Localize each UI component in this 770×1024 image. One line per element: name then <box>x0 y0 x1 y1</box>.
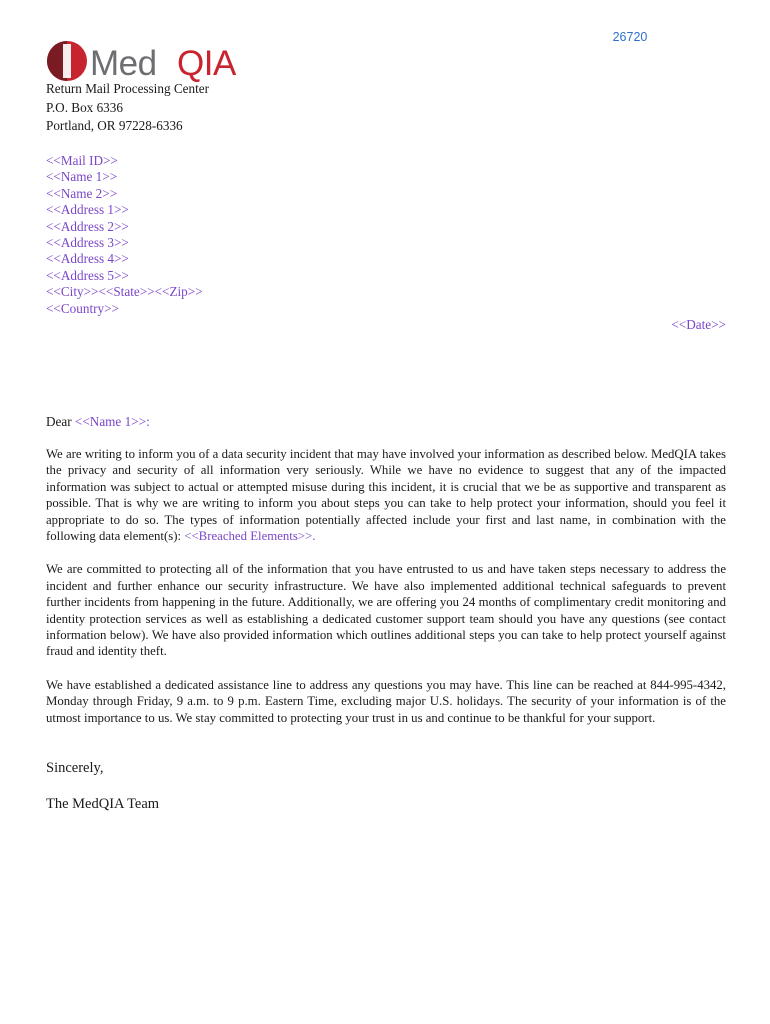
body-paragraph-3: We have established a dedicated assistance line to address any questions you may have. This line can be reached at 844-995-4342, Monday through Friday, 9 a.m. to 9 p.m. Eastern Time, excluding major U.S. holidays. The security of your information is of the utmost importance to us. We stay committed to protecting your trust in us and continue to be thankful for your support. <box>46 677 726 725</box>
document-id: 26720 <box>612 30 648 44</box>
return-address-line: P.O. Box 6336 <box>46 99 123 115</box>
recipient-address-block <box>46 153 203 317</box>
letter-body <box>46 446 726 743</box>
merge-field-address3: <<Address 3>> <box>46 235 129 251</box>
medqia-logo <box>46 38 261 84</box>
merge-field-address5: <<Address 5>> <box>46 267 129 283</box>
body-paragraph-1 <box>46 446 726 544</box>
body-paragraph-2: We are committed to protecting all of the information that you have entrusted to us and have taken steps necessary to address the incident and further enhance our security infrastructure. We have also implemented additional technical safeguards to prevent further incidents from happening in the future. Additionally, we are offering you 24 months of complimentary credit monitoring and identity protection services as well as establishing a dedicated customer support team should you have any questions (see contact information below). We have also provided information which outlines additional steps you can take to help protect yourself against fraud and identity theft. <box>46 562 726 659</box>
merge-field-breached-elements: <<Breached Elements>>. <box>184 529 316 544</box>
salutation <box>46 414 150 430</box>
return-address-line: Return Mail Processing Center <box>46 81 209 96</box>
merge-field-country: <<Country>> <box>46 300 119 316</box>
return-address <box>46 80 209 136</box>
closing: Sincerely, <box>46 760 104 776</box>
merge-field-address2: <<Address 2>> <box>46 218 129 234</box>
merge-field-name1: <<Name 1>> <box>46 169 118 185</box>
return-address-line: Portland, OR 97228-6336 <box>46 118 183 133</box>
merge-field-address4: <<Address 4>> <box>46 251 129 267</box>
signature: The MedQIA Team <box>46 796 160 812</box>
logo-text-med: Med <box>90 44 157 83</box>
logo-text-qia: QIA <box>177 44 236 83</box>
merge-field-name2: <<Name 2>> <box>46 185 118 201</box>
merge-field-city-state-zip: <<City>><<State>><<Zip>> <box>46 284 203 300</box>
body-paragraph-1-text: We are writing to inform you of a data security incident that may have involved your information as described below. MedQIA takes the privacy and security of all information very seriously. While we have no evidence to suggest that any of the impacted information was subject to actual or attempted misuse during this incident, it is crucial that we be as supportive and transparent as possible. That is why we are writing to inform you about steps you can take to help protect your information, should you feel it appropriate to do so. The types of information potentially affected include your first and last name, in combination with the following data element(s): <box>46 447 726 544</box>
merge-field-date: <<Date>> <box>671 317 726 332</box>
salutation-name: <<Name 1>> <box>74 414 147 429</box>
salutation-prefix: Dear <box>46 414 75 429</box>
merge-field-address1: <<Address 1>> <box>46 202 129 218</box>
merge-field-mail-id: <<Mail ID>> <box>46 153 118 168</box>
salutation-suffix: : <box>146 414 150 429</box>
